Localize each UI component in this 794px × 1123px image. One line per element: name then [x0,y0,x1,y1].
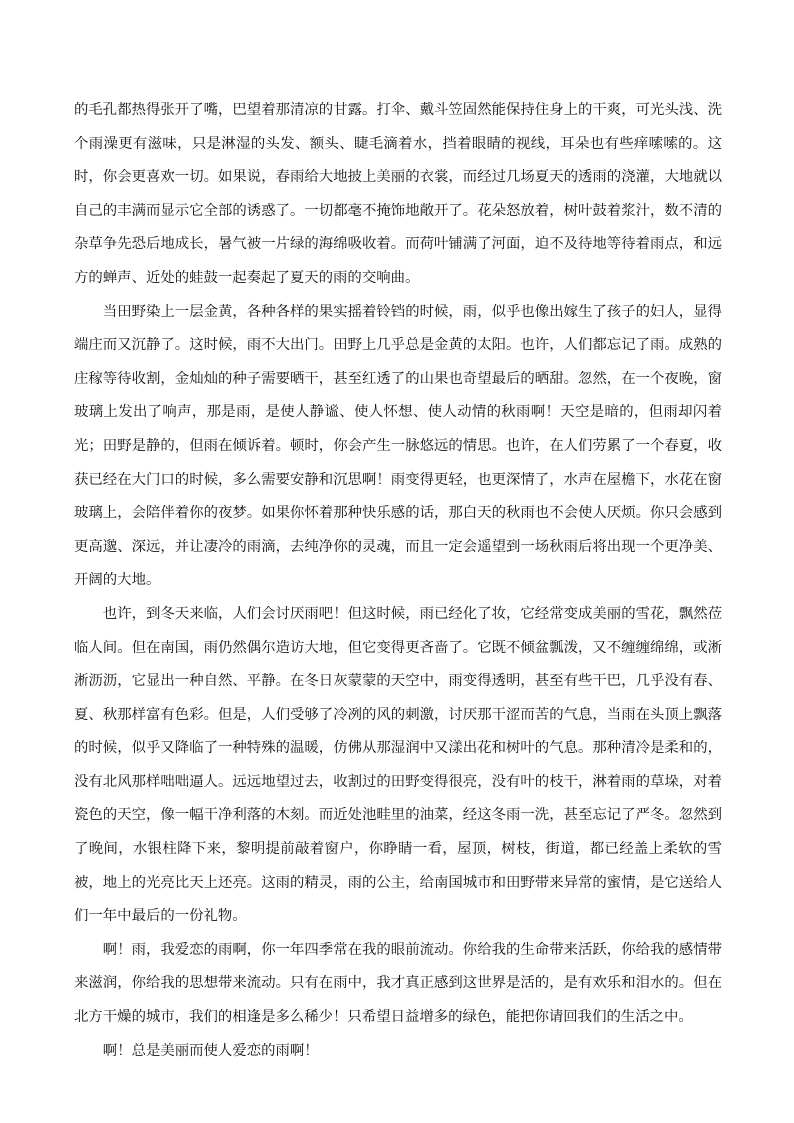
paragraph-winter-rain: 也许，到冬天来临，人们会讨厌雨吧！但这时候，雨已经化了妆，它经常变成美丽的雪花，飘然莅临人间。但在南国，雨仍然偶尔造访大地，但它变得更吝啬了。它既不倾盆瓢泼，又不缠缠绵绵，或淅淅沥沥，它显出一种自然、平静。在冬日灰蒙蒙的天空中，雨变得透明，甚至有些干巴，几乎没有春、夏、秋那样富有色彩。但是，人们受够了冷冽的风的刺激，讨厌那干涩而苦的气息，当雨在头顶上飘落的时候，似乎又降临了一种特殊的温暖，仿佛从那湿润中又漾出花和树叶的气息。那种清冷是柔和的，没有北风那样咄咄逼人。远远地望过去，收割过的田野变得很亮，没有叶的枝干，淋着雨的草垛，对着瓷色的天空，像一幅干净利落的木刻。而近处池畦里的油菜，经这冬雨一洗，甚至忘记了严冬。忽然到了晚间，水银柱降下来，黎明提前敲着窗户，你睁睛一看，屋顶，树枝，街道，都已经盖上柔软的雪被，地上的光亮比天上还亮。这雨的精灵，雨的公主，给南国城市和田野带来异常的蜜情，是它送给人们一年中最后的一份礼物。 [74,605,722,925]
document-body [74,94,722,1068]
paragraph-closing: 啊！总是美丽而使人爱恋的雨啊！ [102,1042,319,1059]
paragraph-autumn-rain: 当田野染上一层金黄，各种各样的果实摇着铃铛的时候，雨，似乎也像出嫁生了孩子的妇人，显得端庄而又沉静了。这时候，雨不大出门。田野上几乎总是金黄的太阳。也许，人们都忘记了雨。成熟的庄稼等待收割，金灿灿的种子需要晒干，甚至红透了的山果也奇望最后的晒甜。忽然，在一个夜晚，窗玻璃上发出了响声，那是雨，是使人静谧、使人怀想、使人动情的秋雨啊！天空是暗的，但雨却闪着光；田野是静的，但雨在倾诉着。顿时，你会产生一脉悠远的情思。也许，在人们劳累了一个春夏，收获已经在大门口的时候，多么需要安静和沉思啊！雨变得更轻，也更深情了，水声在屋檐下，水花在窗玻璃上，会陪伴着你的夜梦。如果你怀着那种快乐感的话，那白天的秋雨也不会使人厌烦。你只会感到更高邈、深远，并让凄冷的雨滴，去纯净你的灵魂，而且一定会遥望到一场秋雨后将出现一个更净美、开阔的大地。 [74,303,722,589]
paragraph-beloved-rain: 啊！雨，我爱恋的雨啊，你一年四季常在我的眼前流动。你给我的生命带来活跃，你给我的感情带来滋润，你给我的思想带来流动。只有在雨中，我才真正感到这世界是活的，是有欢乐和泪水的。但在北方干燥的城市，我们的相逢是多么稀少！只希望日益增多的绿色，能把你请回我们的生活之中。 [74,941,722,1026]
paragraph-summer-rain: 的毛孔都热得张开了嘴，巴望着那清凉的甘露。打伞、戴斗笠固然能保持住身上的干爽，可光头浅、洗个雨澡更有滋味，只是淋湿的头发、额头、睫毛滴着水，挡着眼睛的视线，耳朵也有些痒嗦嗦的。这时，你会更喜欢一切。如果说，春雨给大地披上美丽的衣裳，而经过几场夏天的透雨的浇灌，大地就以自己的丰满而显示它全部的诱惑了。一切都毫不掩饰地敞开了。花朵怒放着，树叶鼓着浆汁，数不清的杂草争先恐后地成长，暑气被一片绿的海绵吸收着。而荷叶铺满了河面，迫不及待地等待着雨点，和远方的蝉声、近处的蛙鼓一起奏起了夏天的雨的交响曲。 [74,102,722,286]
